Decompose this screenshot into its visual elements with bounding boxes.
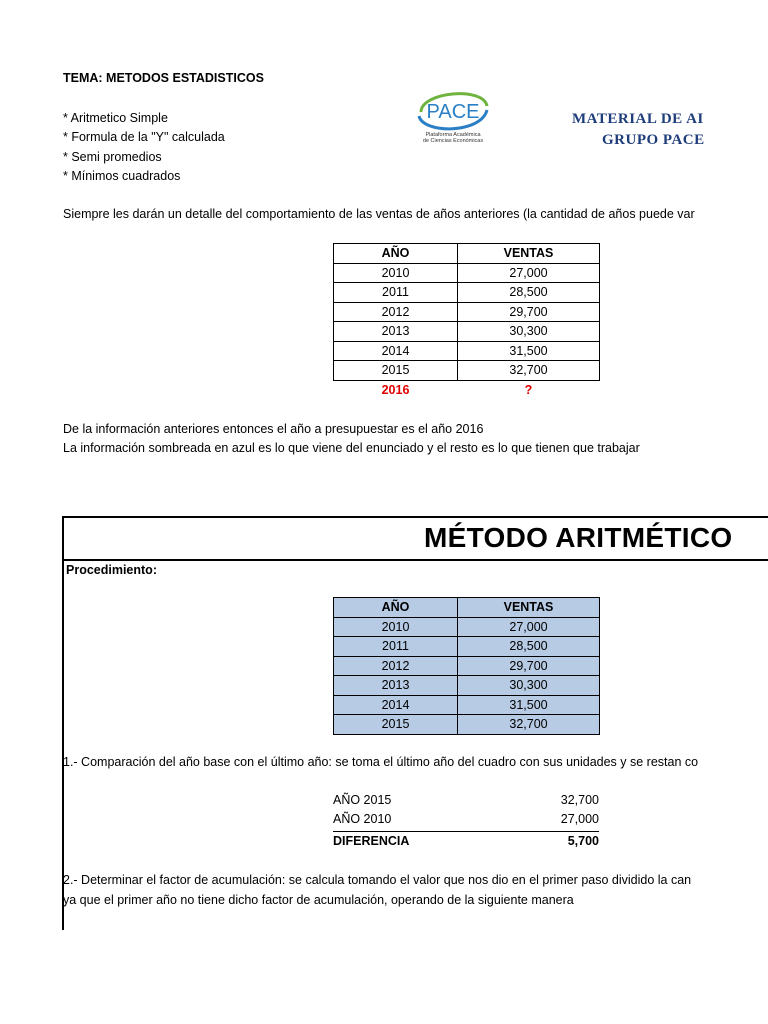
step-2-text: 2.- Determinar el factor de acumulación: se calcula tomando el valor que nos dio en el primer paso dividido la can [63, 873, 692, 887]
step-1-text: 1.- Comparación del año base con el último año: se toma el último año del cuadro con sus unidades y se restan co [63, 755, 699, 769]
difference-total-value: 5,700 [567, 834, 599, 848]
table-row [334, 341, 600, 361]
sales-cell: 28,500 [458, 637, 600, 657]
col-sales-header: VENTAS [458, 244, 600, 264]
sales-cell: 31,500 [458, 695, 600, 715]
logo-subtitle-2: de Ciencias Económicas [422, 138, 484, 144]
section-border [62, 516, 768, 518]
logo-wordmark: PACE [426, 101, 480, 123]
table-row [334, 283, 600, 303]
sales-cell: 31,500 [458, 341, 600, 361]
difference-divider [333, 831, 599, 832]
procedure-label: Procedimiento: [66, 563, 157, 577]
difference-value: 32,700 [560, 793, 599, 807]
year-cell: 2010 [334, 263, 458, 283]
year-cell: 2015 [334, 361, 458, 381]
table-row [334, 302, 600, 322]
method-item: * Formula de la "Y" calculada [63, 130, 225, 144]
col-year-header: AÑO [334, 598, 458, 618]
intro-text: Siempre les darán un detalle del comportamiento de las ventas de años anteriores (la cantidad de años puede var [63, 207, 695, 221]
table-row [334, 695, 600, 715]
difference-label: AÑO 2010 [333, 812, 392, 826]
table-row [334, 322, 600, 342]
difference-value: 27,000 [560, 812, 599, 826]
sales-cell: 28,500 [458, 283, 600, 303]
table-header-row [334, 244, 600, 264]
sales-table [333, 243, 600, 399]
table-row [334, 676, 600, 696]
sales-cell: 27,000 [458, 263, 600, 283]
col-year-header: AÑO [334, 244, 458, 264]
sales-cell: 32,700 [458, 361, 600, 381]
sales-cell: 29,700 [458, 656, 600, 676]
year-cell: 2012 [334, 302, 458, 322]
table-row [334, 617, 600, 637]
year-cell: 2013 [334, 322, 458, 342]
section-border [62, 516, 64, 930]
table-header-row [334, 598, 600, 618]
year-cell: 2011 [334, 283, 458, 303]
sales-cell: 29,700 [458, 302, 600, 322]
logo-subtitle-1: Plataforma Académica [425, 132, 481, 138]
shaded-sales-table [333, 597, 600, 735]
target-sales-cell: ? [524, 382, 533, 397]
difference-total-label: DIFERENCIA [333, 834, 410, 848]
method-title: MÉTODO ARITMÉTICO [424, 522, 733, 553]
org-title-line-2: GRUPO PACE [602, 132, 705, 148]
note-line: De la información anteriores entonces el año a presupuestar es el año 2016 [63, 422, 484, 436]
target-row [334, 380, 600, 399]
year-cell: 2011 [334, 637, 458, 657]
table-row [334, 637, 600, 657]
sales-cell: 27,000 [458, 617, 600, 637]
year-cell: 2010 [334, 617, 458, 637]
table-row [334, 361, 600, 381]
target-year-cell: 2016 [381, 382, 410, 397]
org-title-line-1: MATERIAL DE AI [572, 111, 704, 127]
col-sales-header: VENTAS [458, 598, 600, 618]
method-item: * Mínimos cuadrados [63, 169, 181, 183]
year-cell: 2014 [334, 695, 458, 715]
difference-row [333, 792, 599, 811]
year-cell: 2014 [334, 341, 458, 361]
table-row [334, 715, 600, 735]
pace-logo [413, 84, 493, 146]
difference-label: AÑO 2015 [333, 793, 392, 807]
sales-cell: 32,700 [458, 715, 600, 735]
method-item: * Aritmetico Simple [63, 111, 168, 125]
method-item: * Semi promedios [63, 150, 162, 164]
note-line: La información sombreada en azul es lo que viene del enunciado y el resto es lo que tienen que trabajar [63, 441, 640, 455]
step-2-text-continued: ya que el primer año no tiene dicho factor de acumulación, operando de la siguiente manera [63, 893, 574, 907]
table-row [334, 656, 600, 676]
topic-heading: TEMA: METODOS ESTADISTICOS [63, 71, 264, 85]
year-cell: 2015 [334, 715, 458, 735]
sales-cell: 30,300 [458, 322, 600, 342]
sales-cell: 30,300 [458, 676, 600, 696]
year-cell: 2013 [334, 676, 458, 696]
section-border [62, 559, 768, 561]
difference-row [333, 811, 599, 830]
year-cell: 2012 [334, 656, 458, 676]
table-row [334, 263, 600, 283]
difference-total-row [333, 833, 599, 852]
